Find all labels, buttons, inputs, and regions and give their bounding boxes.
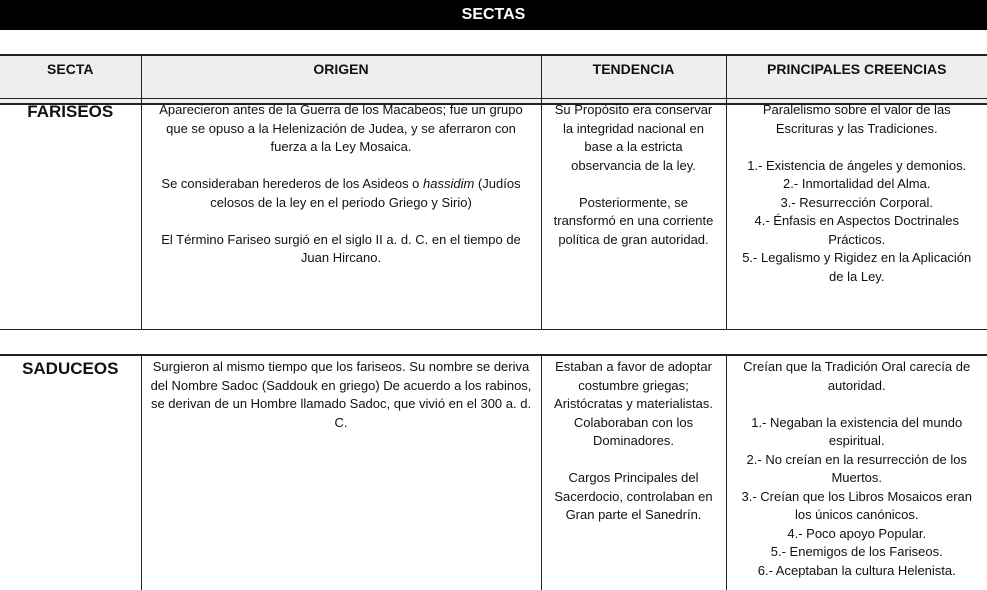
origen-paragraph [150,175,533,212]
tendencia-cell-saduceos [541,355,726,590]
tendencia-cell-fariseos [541,99,726,330]
header-secta: SECTA [0,55,141,104]
creencia-item: 3.- Resurrección Corporal. [780,194,933,210]
tendencia-paragraph: Estaban a favor de adoptar costumbre griegas; Aristócratas y materialistas. [554,359,713,411]
secta-name-saduceos: SADUCEOS [0,355,141,590]
creencia-item: 4.- Poco apoyo Popular. [787,525,927,541]
tendencia-paragraph: Colaboraban con los Dominadores. [573,414,694,448]
creencia-item: 5.- Enemigos de los Fariseos. [770,544,943,559]
creencia-item: 3.- Creían que los Libros Mosaicos eran los únicos canónicos. [741,488,972,522]
table-row-saduceos [0,354,987,590]
creencia-item: 4.- Énfasis en Aspectos Doctrinales Prácticos. [754,213,959,247]
creencia-item: 6.- Aceptaban la cultura Helenista. [757,562,956,578]
page-title: SECTAS [0,0,987,30]
origen-text: Se consideraban herederos de los Asideos o [161,176,424,191]
header-creencias: PRINCIPALES CREENCIAS [726,55,987,104]
header-origen: ORIGEN [141,55,541,104]
origen-text: (Judíos celosos de la ley en el periodo Griego y Sirio) [210,176,521,210]
table-row-fariseos [0,98,987,330]
creencia-item: 2.- No creían en la resurrección de los Muertos. [746,451,967,485]
tendencia-paragraph: Cargos Principales del Sacerdocio, controlaban en Gran parte el Sanedrín. [554,470,713,522]
secta-name-fariseos: FARISEOS [0,99,141,330]
creencias-cell-saduceos [726,355,987,590]
origen-paragraph: El Término Fariseo surgió en el siglo II a. d. C. en el tiempo de Juan Hircano. [161,231,521,265]
creencia-item: 2.- Inmortalidad del Alma. [783,176,931,191]
origen-italic-term: hassidim [423,176,475,191]
origen-cell-saduceos [141,355,541,590]
creencias-cell-fariseos [726,99,987,330]
tendencia-paragraph: Posteriormente, se transformó en una corriente política de gran autoridad. [553,194,714,247]
origen-paragraph: Surgieron al mismo tiempo que los fariseos. Su nombre se deriva del Nombre Sadoc (Saddouk en griego) De acuerdo a los rabinos, se derivan de un Hombre llamado Sadoc, que vivió en el 300 a. d. C. [150,359,532,430]
origen-paragraph: Aparecieron antes de la Guerra de los Macabeos; fue un grupo que se opuso a la Helenización de Judea, y se aferraron con fuerza a la Ley Mosaica. [159,102,523,154]
creencias-intro: Paralelismo sobre el valor de las Escrituras y las Tradiciones. [762,102,951,136]
origen-cell-fariseos [141,99,541,330]
header-tendencia: TENDENCIA [541,55,726,104]
creencia-item: 1.- Negaban la existencia del mundo espiritual. [751,414,963,448]
creencia-item: 1.- Existencia de ángeles y demonios. [747,157,967,173]
creencia-item: 5.- Legalismo y Rigidez en la Aplicación de la Ley. [742,250,972,284]
creencias-intro: Creían que la Tradición Oral carecía de autoridad. [743,359,971,393]
tendencia-paragraph: Su Propósito era conservar la integridad nacional en base a la estricta observancia de la ley. [554,102,713,173]
